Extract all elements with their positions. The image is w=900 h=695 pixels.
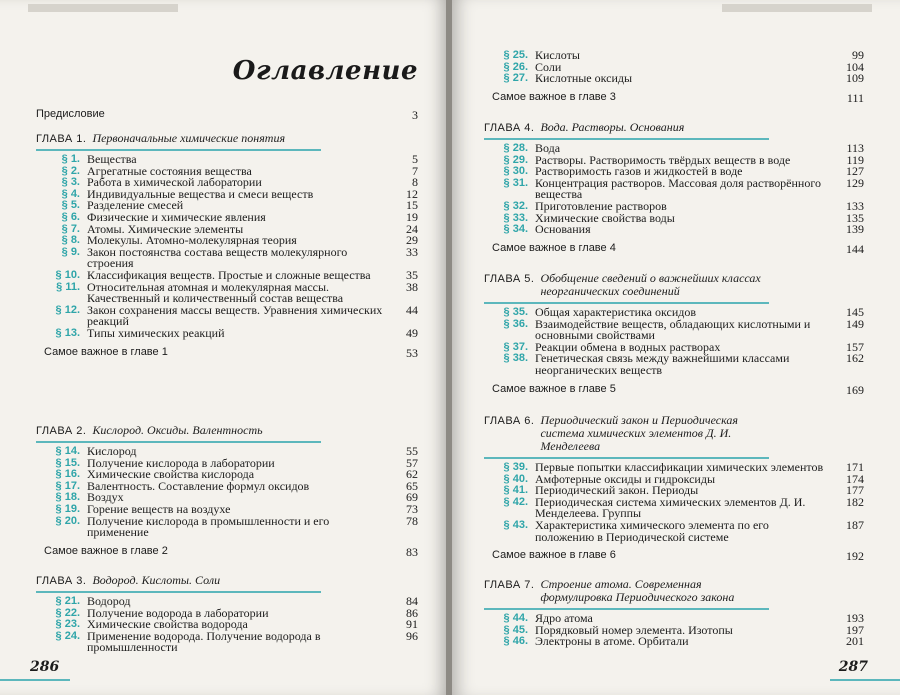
toc-entry[interactable] <box>36 513 418 540</box>
page-number: 84 <box>406 594 418 608</box>
section-title: Получение кислорода в лаборатории <box>87 455 275 470</box>
chapter-label: ГЛАВА 2. <box>36 425 87 437</box>
toc-entry[interactable] <box>484 517 864 544</box>
section-title: Соли <box>535 59 562 74</box>
section-number: § 33. <box>503 211 528 224</box>
section-title: Вода <box>535 141 561 155</box>
folio-rule <box>830 679 900 681</box>
chapter-title: Вода. Растворы. Основания <box>540 120 685 134</box>
section-title: Горение веществ на воздухе <box>87 501 231 516</box>
folio-rule <box>0 679 70 681</box>
chapter-heading <box>36 574 321 593</box>
section-number: § 30. <box>503 165 528 178</box>
section-number: § 15. <box>55 456 80 469</box>
section-title: Кислород <box>87 444 137 458</box>
section-number: § 25. <box>503 49 528 61</box>
chapter-block <box>36 424 418 560</box>
page-number: 145 <box>846 305 864 319</box>
summary-page: 144 <box>846 241 864 256</box>
summary-title: Самое важное в главе 1 <box>44 345 168 358</box>
section-title: Ядро атома <box>535 611 593 625</box>
section-title: Классификация веществ. Простые и сложные вещества <box>87 267 371 282</box>
page-number: 65 <box>406 478 418 493</box>
preface-label: Предисловие <box>36 108 105 120</box>
chapter-title: Водород. Кислоты. Соли <box>92 573 221 587</box>
page-number: 38 <box>406 279 418 294</box>
section-title: Амфотерные оксиды и гидроксиды <box>535 471 716 486</box>
section-number: § 26. <box>503 60 528 73</box>
section-number: § 43. <box>503 518 528 531</box>
page-number: 7 <box>412 163 418 178</box>
page-number: 177 <box>846 483 864 498</box>
page-number: 19 <box>406 209 418 224</box>
section-number: § 31. <box>503 176 528 189</box>
section-number: § 9. <box>61 245 80 258</box>
page-number-left: 286 <box>30 659 60 675</box>
toc-entry[interactable] <box>484 316 864 343</box>
chapter-block <box>484 272 864 398</box>
page-number: 29 <box>406 233 418 248</box>
toc-entry[interactable] <box>484 494 864 521</box>
section-title: Характеристика химического элемента по его положению в Периодической системе <box>535 517 769 544</box>
section-title: Электроны в атоме. Орбитали <box>535 634 689 649</box>
page-number: 86 <box>406 605 418 620</box>
chapter-summary[interactable] <box>36 346 418 361</box>
chapter-summary[interactable] <box>484 242 864 257</box>
section-title: Приготовление растворов <box>535 198 667 213</box>
section-number: § 14. <box>55 445 80 457</box>
section-title: Применение водорода. Получение водорода в промышленности <box>87 628 321 655</box>
page-number: 91 <box>406 617 418 632</box>
page-number: 129 <box>846 175 864 190</box>
section-number: § 18. <box>55 491 80 504</box>
toc-entry[interactable] <box>36 325 418 340</box>
chapter-title: Обобщение сведений о важнейших классах неорганических соединений <box>540 271 761 298</box>
page-number: 104 <box>846 59 864 74</box>
page-number: 182 <box>846 494 864 509</box>
section-title: Первые попытки классификации химических элементов <box>535 460 824 474</box>
section-title: Основания <box>535 222 591 237</box>
page-number: 96 <box>406 628 418 643</box>
section-title: Работа в химической лаборатории <box>87 175 262 190</box>
page-number: 62 <box>406 467 418 482</box>
page-number: 113 <box>846 141 864 155</box>
section-number: § 22. <box>55 606 80 619</box>
chapter-heading <box>484 414 769 459</box>
chapter-heading <box>484 578 769 610</box>
page-number: 78 <box>406 513 418 528</box>
section-title: Кислоты <box>535 48 580 62</box>
chapter-title: Периодический закон и Периодическая система химических элементов Д. И. Менделеева <box>540 413 738 453</box>
page-number: 197 <box>846 622 864 637</box>
summary-page: 192 <box>846 549 864 564</box>
left-page <box>0 0 448 695</box>
section-title: Закон сохранения массы веществ. Уравнения химических реакций <box>87 302 383 329</box>
section-number: § 32. <box>503 199 528 212</box>
section-number: § 13. <box>55 326 80 339</box>
chapter-title: Строение атома. Современная формулировка Периодического закона <box>540 577 735 604</box>
page-number: 187 <box>846 517 864 532</box>
chapter-title: Первоначальные химические понятия <box>92 131 286 145</box>
page-number: 12 <box>406 186 418 201</box>
section-number: § 19. <box>55 502 80 515</box>
section-title: Взаимодействие веществ, обладающих кислотными и основными свойствами <box>535 316 811 343</box>
page-number: 57 <box>406 455 418 470</box>
summary-page: 83 <box>406 544 418 559</box>
section-number: § 5. <box>61 199 80 212</box>
section-title: Молекулы. Атомно-молекулярная теория <box>87 233 297 248</box>
summary-title: Самое важное в главе 2 <box>44 544 168 557</box>
section-number: § 8. <box>61 234 80 247</box>
chapter-label: ГЛАВА 1. <box>36 133 87 145</box>
page-number: 35 <box>406 267 418 282</box>
toc-entry[interactable] <box>484 353 864 376</box>
page-number-right: 287 <box>838 659 868 675</box>
section-number: § 3. <box>61 176 80 189</box>
section-number: § 7. <box>61 222 80 235</box>
section-title: Периодический закон. Периоды <box>535 483 699 498</box>
section-title: Порядковый номер элемента. Изотопы <box>535 622 733 637</box>
chapter-label: ГЛАВА 3. <box>36 575 87 587</box>
chapter-summary[interactable] <box>484 383 864 398</box>
page-number: 109 <box>846 71 864 86</box>
preface-entry <box>36 108 418 123</box>
section-title: Концентрация растворов. Массовая доля растворённого вещества <box>535 175 821 202</box>
summary-page: 169 <box>846 382 864 397</box>
section-number: § 46. <box>503 635 528 648</box>
section-title: Растворимость газов и жидкостей в воде <box>535 164 743 179</box>
section-title: Индивидуальные вещества и смеси веществ <box>87 186 314 201</box>
chapter-heading <box>484 121 769 140</box>
preface-page: 3 <box>412 108 418 122</box>
page-number: 171 <box>846 460 864 474</box>
page-number: 201 <box>846 634 864 649</box>
page-number: 24 <box>406 221 418 236</box>
section-number: § 6. <box>61 210 80 223</box>
section-number: § 23. <box>55 618 80 631</box>
page-number: 119 <box>846 152 864 167</box>
page-number: 15 <box>406 198 418 213</box>
section-number: § 2. <box>61 164 80 177</box>
summary-page: 53 <box>406 345 418 360</box>
chapter-summary[interactable] <box>484 91 864 106</box>
section-title: Водород <box>87 594 131 608</box>
section-number: § 42. <box>503 495 528 508</box>
section-title: Химические свойства водорода <box>87 617 248 632</box>
chapter-label: ГЛАВА 7. <box>484 579 535 591</box>
section-number: § 37. <box>503 340 528 353</box>
section-title: Кислотные оксиды <box>535 71 633 86</box>
chapter-block <box>484 121 864 257</box>
page-number: 5 <box>412 152 418 166</box>
section-title: Периодическая система химических элементов Д. И. Менделеева. Группы <box>535 494 806 521</box>
page-number: 44 <box>406 302 418 317</box>
section-number: § 21. <box>55 595 80 607</box>
page-number: 69 <box>406 490 418 505</box>
toc-entry[interactable] <box>36 302 418 329</box>
page-number: 174 <box>846 471 864 486</box>
summary-title: Самое важное в главе 3 <box>492 90 616 103</box>
section-number: § 16. <box>55 468 80 481</box>
section-number: § 12. <box>55 303 80 316</box>
page-number: 162 <box>846 351 864 366</box>
toc-entry[interactable] <box>484 224 864 236</box>
chapter-label: ГЛАВА 6. <box>484 415 535 427</box>
chapter-heading <box>36 424 321 443</box>
section-title: Получение водорода в лаборатории <box>87 605 269 620</box>
chapter-block <box>484 414 864 564</box>
section-number: § 38. <box>503 352 528 365</box>
section-number: § 35. <box>503 306 528 318</box>
toc-entry[interactable] <box>484 73 864 85</box>
page-number: 193 <box>846 611 864 625</box>
section-number: § 39. <box>503 461 528 473</box>
chapter-heading <box>484 272 769 304</box>
page-number: 55 <box>406 444 418 458</box>
page-number: 8 <box>412 175 418 190</box>
section-title: Агрегатные состояния вещества <box>87 163 252 178</box>
toc-entry[interactable] <box>36 244 418 271</box>
chapter-summary[interactable] <box>484 549 864 564</box>
summary-title: Самое важное в главе 4 <box>492 241 616 254</box>
chapter-heading <box>36 132 321 151</box>
section-number: § 20. <box>55 514 80 527</box>
summary-page: 111 <box>846 90 864 105</box>
section-number: § 4. <box>61 187 80 200</box>
section-title: Закон постоянства состава веществ молекулярного строения <box>87 244 348 271</box>
chapter-block <box>484 578 864 648</box>
section-number: § 1. <box>61 153 80 165</box>
section-number: § 11. <box>56 280 80 293</box>
toc-entry[interactable] <box>484 175 864 202</box>
toc-entry[interactable] <box>484 636 864 648</box>
section-title: Генетическая связь между важнейшими классами неорганических веществ <box>535 351 790 377</box>
section-number: § 10. <box>55 268 80 281</box>
page-number: 33 <box>406 244 418 259</box>
page-number: 139 <box>846 222 864 237</box>
toc-entry[interactable] <box>36 279 418 306</box>
page-number: 127 <box>846 164 864 179</box>
chapter-title: Кислород. Оксиды. Валентность <box>92 423 263 437</box>
section-title: Химические свойства воды <box>535 210 675 225</box>
section-number: § 41. <box>503 484 528 497</box>
toc-entry[interactable] <box>36 628 418 655</box>
section-number: § 45. <box>503 623 528 636</box>
section-title: Общая характеристика оксидов <box>535 305 697 319</box>
section-title: Относительная атомная и молекулярная массы. Качественный и количественный состав вещества <box>87 279 344 306</box>
page-number: 135 <box>846 210 864 225</box>
summary-title: Самое важное в главе 6 <box>492 549 616 562</box>
page-number: 157 <box>846 339 864 354</box>
chapter-continuation <box>484 50 864 106</box>
section-number: § 36. <box>503 317 528 330</box>
section-number: § 29. <box>503 153 528 166</box>
right-content <box>484 0 864 695</box>
left-content <box>36 0 418 695</box>
section-number: § 44. <box>503 612 528 624</box>
section-number: § 24. <box>55 629 80 642</box>
section-title: Получение кислорода в промышленности и его применение <box>87 513 330 540</box>
section-title: Растворы. Растворимость твёрдых веществ в воде <box>535 152 791 167</box>
section-title: Типы химических реакций <box>87 325 225 340</box>
section-title: Химические свойства кислорода <box>87 467 255 482</box>
section-title: Воздух <box>87 490 124 505</box>
section-title: Физические и химические явления <box>87 209 266 224</box>
chapter-block <box>36 132 418 361</box>
chapter-summary[interactable] <box>36 545 418 560</box>
page-number: 149 <box>846 316 864 331</box>
section-number: § 28. <box>503 142 528 154</box>
page-number: 99 <box>852 48 864 62</box>
chapter-label: ГЛАВА 4. <box>484 122 535 134</box>
section-title: Валентность. Составление формул оксидов <box>87 478 310 493</box>
page-number: 49 <box>406 325 418 340</box>
chapter-block <box>36 574 418 654</box>
page-number: 73 <box>406 501 418 516</box>
section-title: Реакции обмена в водных растворах <box>535 339 721 354</box>
section-number: § 17. <box>55 479 80 492</box>
chapter-label: ГЛАВА 5. <box>484 273 535 285</box>
section-number: § 27. <box>503 72 528 85</box>
section-number: § 34. <box>503 223 528 236</box>
page-title: Оглавление <box>232 56 418 86</box>
section-title: Разделение смесей <box>87 198 184 213</box>
right-page <box>452 0 900 695</box>
section-title: Атомы. Химические элементы <box>87 221 244 236</box>
section-title: Вещества <box>87 152 137 166</box>
section-number: § 40. <box>503 472 528 485</box>
page-number: 133 <box>846 198 864 213</box>
summary-title: Самое важное в главе 5 <box>492 382 616 395</box>
